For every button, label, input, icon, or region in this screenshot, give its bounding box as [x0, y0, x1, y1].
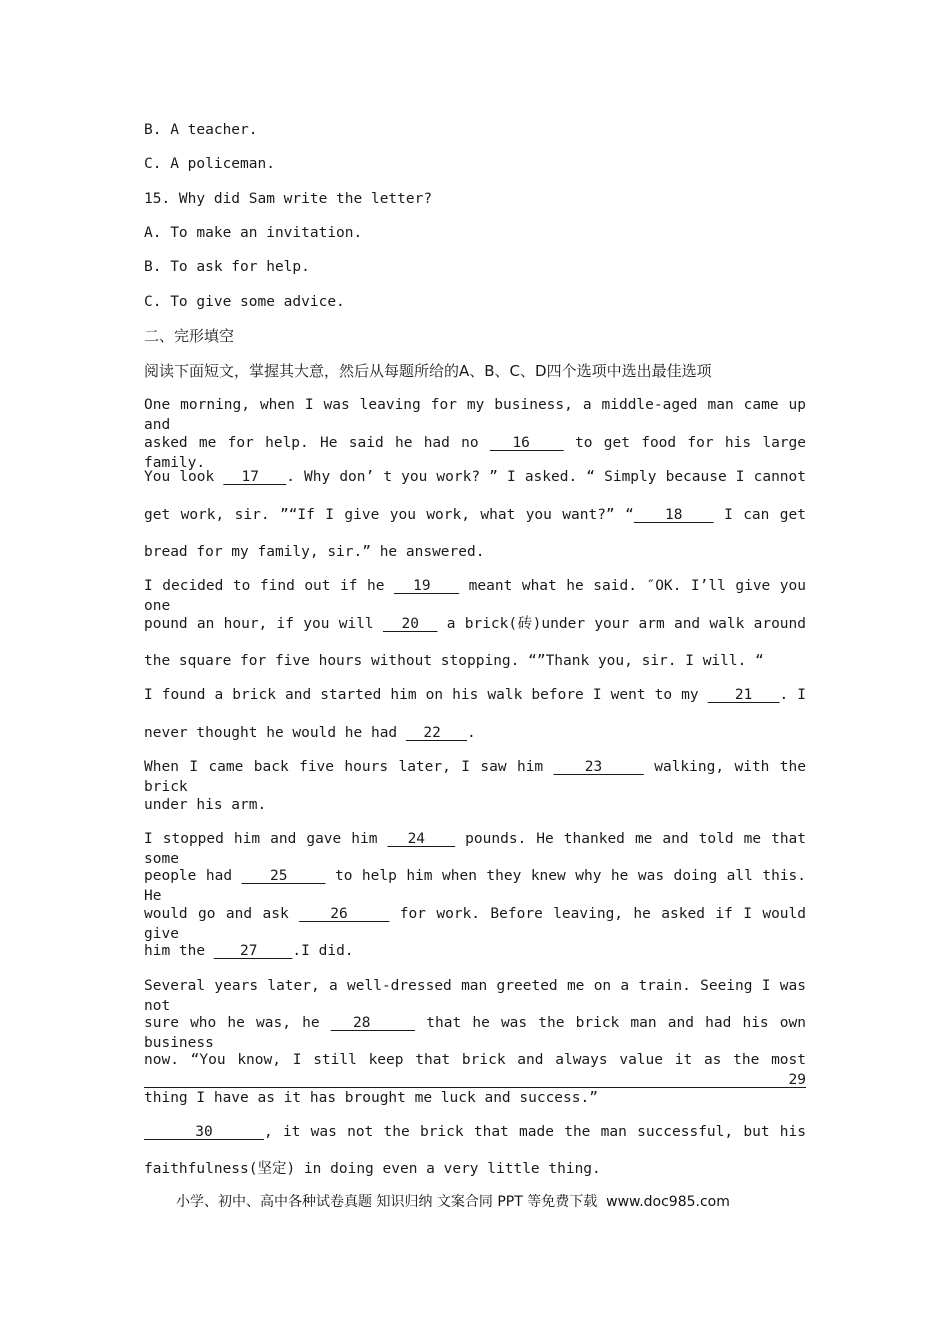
passage-line: You look 17 . Why don’ t you work? ” I asked. “ Simply because I cannot	[144, 469, 806, 485]
blank-30: 30	[144, 1124, 264, 1140]
blank-26: 26	[299, 906, 390, 922]
passage-line: bread for my family, sir.” he answered.	[144, 544, 485, 560]
blank-21: 21	[707, 687, 780, 703]
section-heading: 二、完形填空	[144, 327, 235, 345]
passage-line: faithfulness(坚定) in doing even a very little thing.	[144, 1161, 601, 1177]
blank-22: 22	[405, 725, 468, 741]
blank-20: 20	[382, 616, 438, 632]
passage-line: 30 , it was not the brick that made the man successful, but his	[144, 1124, 806, 1140]
blank-24: 24	[387, 831, 456, 847]
passage-line: thing I have as it has brought me luck and success.”	[144, 1090, 598, 1106]
passage-line: I found a brick and started him on his walk before I went to my 21 . I	[144, 687, 807, 703]
passage-line: sure who he was, he 28 that he was the brick man and had his own business	[144, 1015, 806, 1051]
footer-ad-text: 小学、初中、高中各种试卷真题 知识归纳 文案合同 PPT 等免费下载 www.doc985.com	[176, 1194, 730, 1210]
option-15c: C. To give some advice.	[144, 294, 345, 310]
blank-27: 27	[213, 943, 293, 959]
passage-line: asked me for help. He said he had no 16 to get food for his large family.	[144, 435, 806, 471]
option-15a: A. To make an invitation.	[144, 225, 363, 241]
blank-17: 17	[223, 469, 287, 485]
blank-16: 16	[489, 435, 564, 451]
question-15: 15. Why did Sam write the letter?	[144, 191, 433, 207]
passage-line: never thought he would he had 22 .	[144, 725, 476, 741]
option-14b: B. A teacher.	[144, 122, 258, 138]
passage-line: One morning, when I was leaving for my business, a middle-aged man came up and	[144, 397, 806, 433]
passage-line: pound an hour, if you will 20 a brick(砖)under your arm and walk around	[144, 616, 806, 632]
passage-line: I decided to find out if he 19 meant what he said. ″OK. I’ll give you one	[144, 578, 806, 614]
passage-line: Several years later, a well-dressed man greeted me on a train. Seeing I was not	[144, 978, 806, 1014]
blank-29: 29	[144, 1072, 806, 1088]
passage-line: the square for five hours without stopping. “”Thank you, sir. I will. “	[144, 653, 764, 669]
passage-line: When I came back five hours later, I saw him 23 walking, with the brick	[144, 759, 806, 795]
blank-28: 28	[330, 1015, 416, 1031]
section-instructions: 阅读下面短文，掌握其大意，然后从每题所给的A、B、C、D四个选项中选出最佳选项	[144, 362, 712, 380]
blank-18: 18	[633, 507, 714, 523]
blank-25: 25	[241, 868, 326, 884]
blank-23: 23	[553, 759, 644, 775]
option-15b: B. To ask for help.	[144, 259, 310, 275]
passage-line: people had 25 to help him when they knew why he was doing all this. He	[144, 868, 807, 904]
passage-line: I stopped him and gave him 24 pounds. He thanked me and told me that some	[144, 831, 807, 867]
option-14c: C. A policeman.	[144, 156, 275, 172]
passage-line: under his arm.	[144, 797, 267, 813]
passage-line: him the 27 .I did.	[144, 943, 354, 959]
passage-line: would go and ask 26 for work. Before leaving, he asked if I would give	[144, 906, 806, 942]
passage-line: get work, sir. ”“If I give you work, what you want?” “ 18 I can get	[144, 507, 806, 523]
blank-19: 19	[394, 578, 460, 594]
passage-line: now. “You know, I still keep that brick and always value it as the most 29	[144, 1052, 806, 1088]
